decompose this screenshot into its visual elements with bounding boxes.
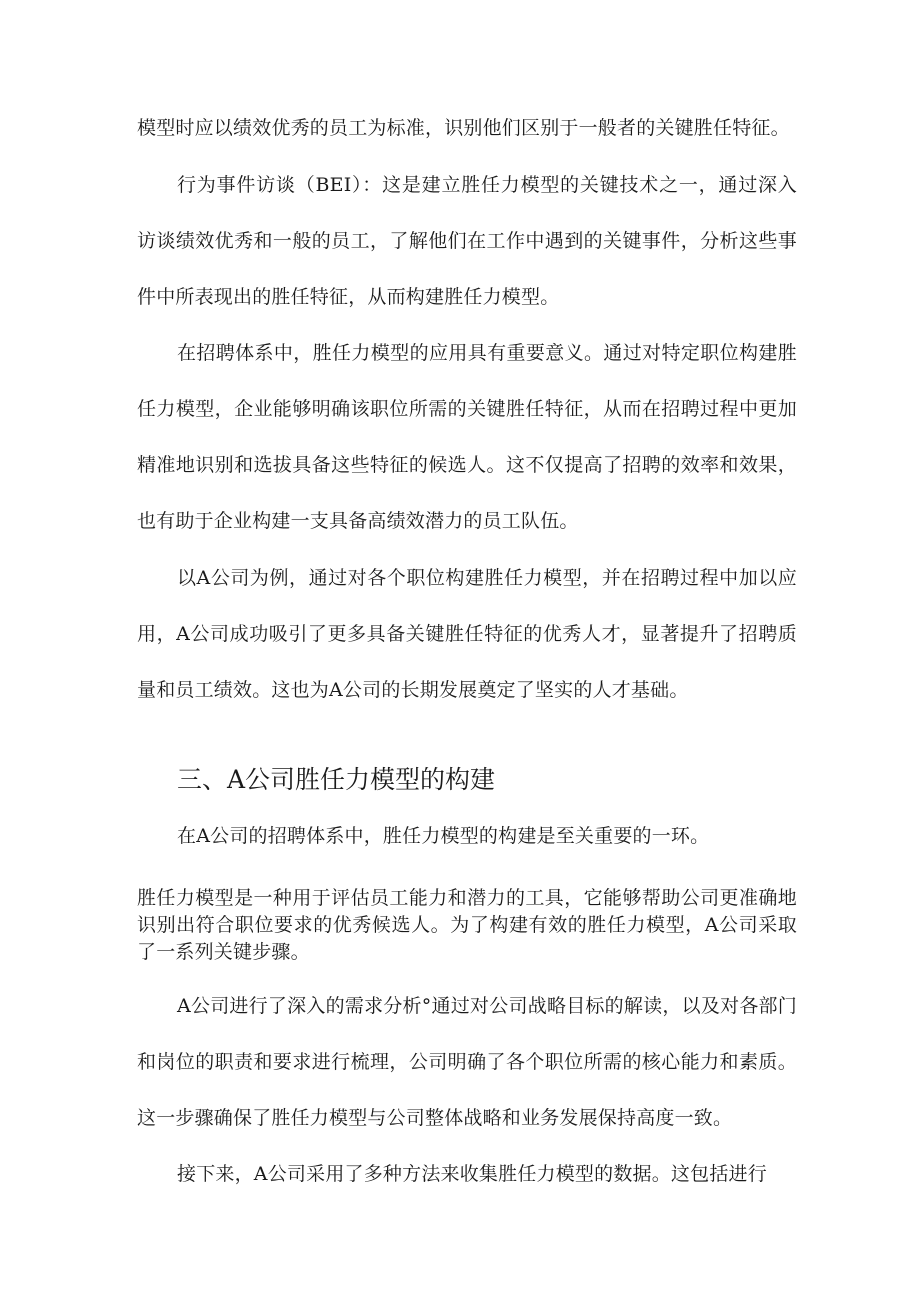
paragraph-needs-analysis: A公司进行了深入的需求分析°通过对公司战略目标的解读，以及对各部门和岗位的职责和要求进行梳理，公司明确了各个职位所需的核心能力和素质。这一步骤确保了胜任力模型与公司整体战略和业务发展保持高度一致。 (137, 995, 797, 1129)
paragraph-recruitment-application: 在招聘体系中，胜任力模型的应用具有重要意义。通过对特定职位构建胜任力模型，企业能够明确该职位所需的关键胜任特征，从而在招聘过程中更加精准地识别和选拔具备这些特征的候选人。这不仅提高了招聘的效率和效果，也有助于企业构建一支具备高绩效潜力的员工队伍。 (137, 342, 797, 532)
paragraph-data-collection: 接下来，A公司采用了多种方法来收集胜任力模型的数据。这包括进行 (177, 1163, 767, 1185)
paragraph-bei: 行为事件访谈（BEI）：这是建立胜任力模型的关键技术之一，通过深入访谈绩效优秀和一般的员工，了解他们在工作中遇到的关键事件，分析这些事件中所表现出的胜任特征，从而构建胜任力模型。 (137, 174, 797, 308)
paragraph-company-example: 以A公司为例，通过对各个职位构建胜任力模型，并在招聘过程中加以应用，A公司成功吸引了更多具备关键胜任特征的优秀人才，显著提升了招聘质量和员工绩效。这也为A公司的长期发展奠定了坚实的人才基础。 (137, 567, 797, 701)
section-heading: 三、A公司胜任力模型的构建 (177, 765, 496, 794)
paragraph-model-definition: 胜任力模型是一种用于评估员工能力和潜力的工具，它能够帮助公司更准确地识别出符合职位要求的优秀候选人。为了构建有效的胜任力模型，A公司采取了一系列关键步骤。 (137, 887, 797, 963)
paragraph-continuation: 模型时应以绩效优秀的员工为标准，识别他们区别于一般者的关键胜任特征。 (137, 117, 790, 139)
paragraph-section-intro: 在A公司的招聘体系中，胜任力模型的构建是至关重要的一环。 (177, 825, 710, 847)
